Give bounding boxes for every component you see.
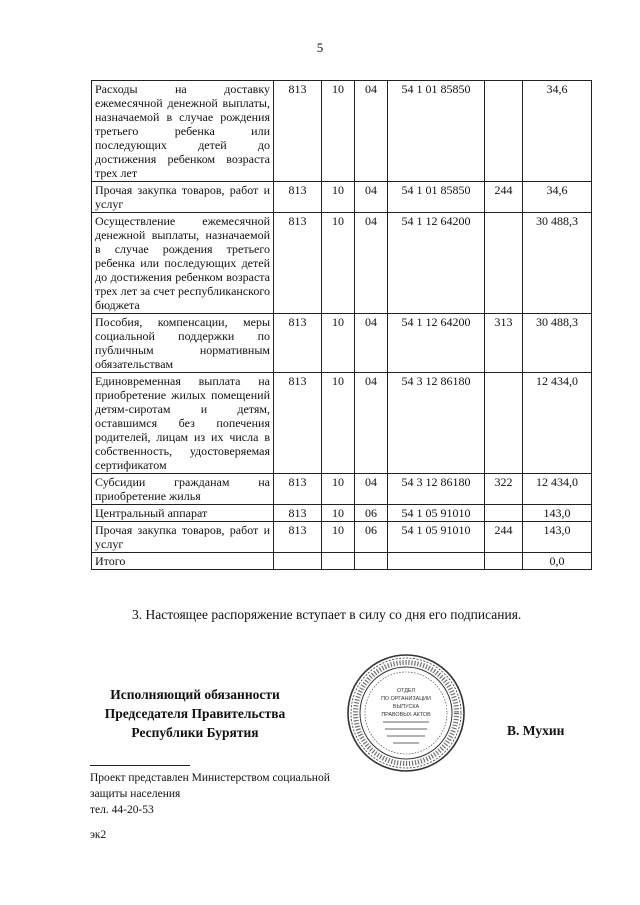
row-section-cell xyxy=(322,553,355,570)
row-expense-type-cell: 322 xyxy=(485,474,523,505)
row-subsection-cell: 04 xyxy=(355,314,388,373)
row-target-article-cell xyxy=(388,553,485,570)
effective-date-clause: 3. Настоящее распоряжение вступает в силу со дня его подписания. xyxy=(132,607,522,622)
row-grbs-cell: 813 xyxy=(274,474,322,505)
row-subsection-cell xyxy=(355,553,388,570)
row-name-cell: Прочая закупка товаров, работ и услуг xyxy=(92,182,274,213)
document-code: эк2 xyxy=(90,829,107,841)
row-section-cell: 10 xyxy=(322,522,355,553)
row-target-article-cell: 54 3 12 86180 xyxy=(388,474,485,505)
signatory-title-line-1: Исполняющий обязанности xyxy=(110,687,280,702)
row-amount-cell: 12 434,0 xyxy=(523,474,592,505)
table-row xyxy=(92,213,592,314)
row-subsection-cell: 04 xyxy=(355,373,388,474)
row-section-cell: 10 xyxy=(322,182,355,213)
row-name-cell: Итого xyxy=(92,553,274,570)
footnote xyxy=(90,770,330,818)
row-section-cell: 10 xyxy=(322,314,355,373)
row-amount-cell: 30 488,3 xyxy=(523,314,592,373)
svg-text:ПРАВОВЫХ АКТОВ: ПРАВОВЫХ АКТОВ xyxy=(381,712,431,718)
row-grbs-cell: 813 xyxy=(274,522,322,553)
row-name-cell: Расходы на доставку ежемесячной денежной выплаты, назначаемой в случае рождения третьего ребенка или последующих детей до достижения ребенком возраста трех лет xyxy=(92,81,274,182)
row-expense-type-cell xyxy=(485,213,523,314)
svg-text:ОТДЕЛ: ОТДЕЛ xyxy=(396,688,416,694)
row-name-cell: Прочая закупка товаров, работ и услуг xyxy=(92,522,274,553)
row-target-article-cell: 54 1 12 64200 xyxy=(388,213,485,314)
row-expense-type-cell xyxy=(485,81,523,182)
row-amount-cell: 0,0 xyxy=(523,553,592,570)
row-name-cell: Субсидии гражданам на приобретение жилья xyxy=(92,474,274,505)
row-expense-type-cell: 244 xyxy=(485,522,523,553)
signatory-title-line-3: Республики Бурятия xyxy=(131,725,259,740)
row-expense-type-cell xyxy=(485,553,523,570)
row-subsection-cell: 06 xyxy=(355,505,388,522)
row-target-article-cell: 54 3 12 86180 xyxy=(388,373,485,474)
row-section-cell: 10 xyxy=(322,213,355,314)
row-expense-type-cell: 313 xyxy=(485,314,523,373)
row-grbs-cell: 813 xyxy=(274,213,322,314)
row-grbs-cell xyxy=(274,553,322,570)
row-amount-cell: 12 434,0 xyxy=(523,373,592,474)
table-row xyxy=(92,505,592,522)
row-grbs-cell: 813 xyxy=(274,373,322,474)
table-row xyxy=(92,81,592,182)
row-subsection-cell: 04 xyxy=(355,213,388,314)
row-amount-cell: 34,6 xyxy=(523,182,592,213)
row-section-cell: 10 xyxy=(322,474,355,505)
row-subsection-cell: 04 xyxy=(355,81,388,182)
table-row xyxy=(92,522,592,553)
row-subsection-cell: 06 xyxy=(355,522,388,553)
table-row xyxy=(92,314,592,373)
row-target-article-cell: 54 1 01 85850 xyxy=(388,81,485,182)
svg-text:ПО ОРГАНИЗАЦИИ: ПО ОРГАНИЗАЦИИ xyxy=(381,696,431,702)
row-expense-type-cell xyxy=(485,373,523,474)
page-number: 5 xyxy=(316,40,324,55)
row-target-article-cell: 54 1 05 91010 xyxy=(388,505,485,522)
signatory-title xyxy=(90,685,300,742)
row-grbs-cell: 813 xyxy=(274,81,322,182)
table-row xyxy=(92,182,592,213)
row-subsection-cell: 04 xyxy=(355,182,388,213)
row-grbs-cell: 813 xyxy=(274,182,322,213)
footnote-line-3: тел. 44-20-53 xyxy=(90,804,154,816)
row-target-article-cell: 54 1 01 85850 xyxy=(388,182,485,213)
table-row xyxy=(92,474,592,505)
row-amount-cell: 30 488,3 xyxy=(523,213,592,314)
row-section-cell: 10 xyxy=(322,373,355,474)
row-target-article-cell: 54 1 12 64200 xyxy=(388,314,485,373)
budget-table xyxy=(91,80,592,570)
table-row xyxy=(92,373,592,474)
row-amount-cell: 34,6 xyxy=(523,81,592,182)
row-name-cell: Центральный аппарат xyxy=(92,505,274,522)
row-name-cell: Пособия, компенсации, меры социальной поддержки по публичным нормативным обязательствам xyxy=(92,314,274,373)
row-name-cell: Единовременная выплата на приобретение жилых помещений детям-сиротам и детям, оставшимся без попечения родителей, лицам из их числа в собственность, удостоверяемая сертификатом xyxy=(92,373,274,474)
signatory-title-line-2: Председателя Правительства xyxy=(104,706,286,721)
row-expense-type-cell: 244 xyxy=(485,182,523,213)
budget-table-body xyxy=(92,81,592,570)
row-grbs-cell: 813 xyxy=(274,505,322,522)
row-subsection-cell: 04 xyxy=(355,474,388,505)
row-section-cell: 10 xyxy=(322,81,355,182)
table-row xyxy=(92,553,592,570)
svg-text:ВЫПУСКА: ВЫПУСКА xyxy=(392,704,420,710)
row-section-cell: 10 xyxy=(322,505,355,522)
row-grbs-cell: 813 xyxy=(274,314,322,373)
row-amount-cell: 143,0 xyxy=(523,522,592,553)
footnote-line-2: защиты населения xyxy=(90,788,181,800)
row-expense-type-cell xyxy=(485,505,523,522)
row-amount-cell: 143,0 xyxy=(523,505,592,522)
signatory-name: В. Мухин xyxy=(507,723,565,738)
footnote-line-1: Проект представлен Министерством социальной xyxy=(90,772,330,784)
row-target-article-cell: 54 1 05 91010 xyxy=(388,522,485,553)
footnote-divider xyxy=(90,765,190,766)
official-seal-stamp xyxy=(345,652,467,774)
row-name-cell: Осуществление ежемесячной денежной выплаты, назначаемой в случае рождения третьего ребенка или последующих детей до достижения ребенком возраста трех лет за счет республиканского бюджета xyxy=(92,213,274,314)
